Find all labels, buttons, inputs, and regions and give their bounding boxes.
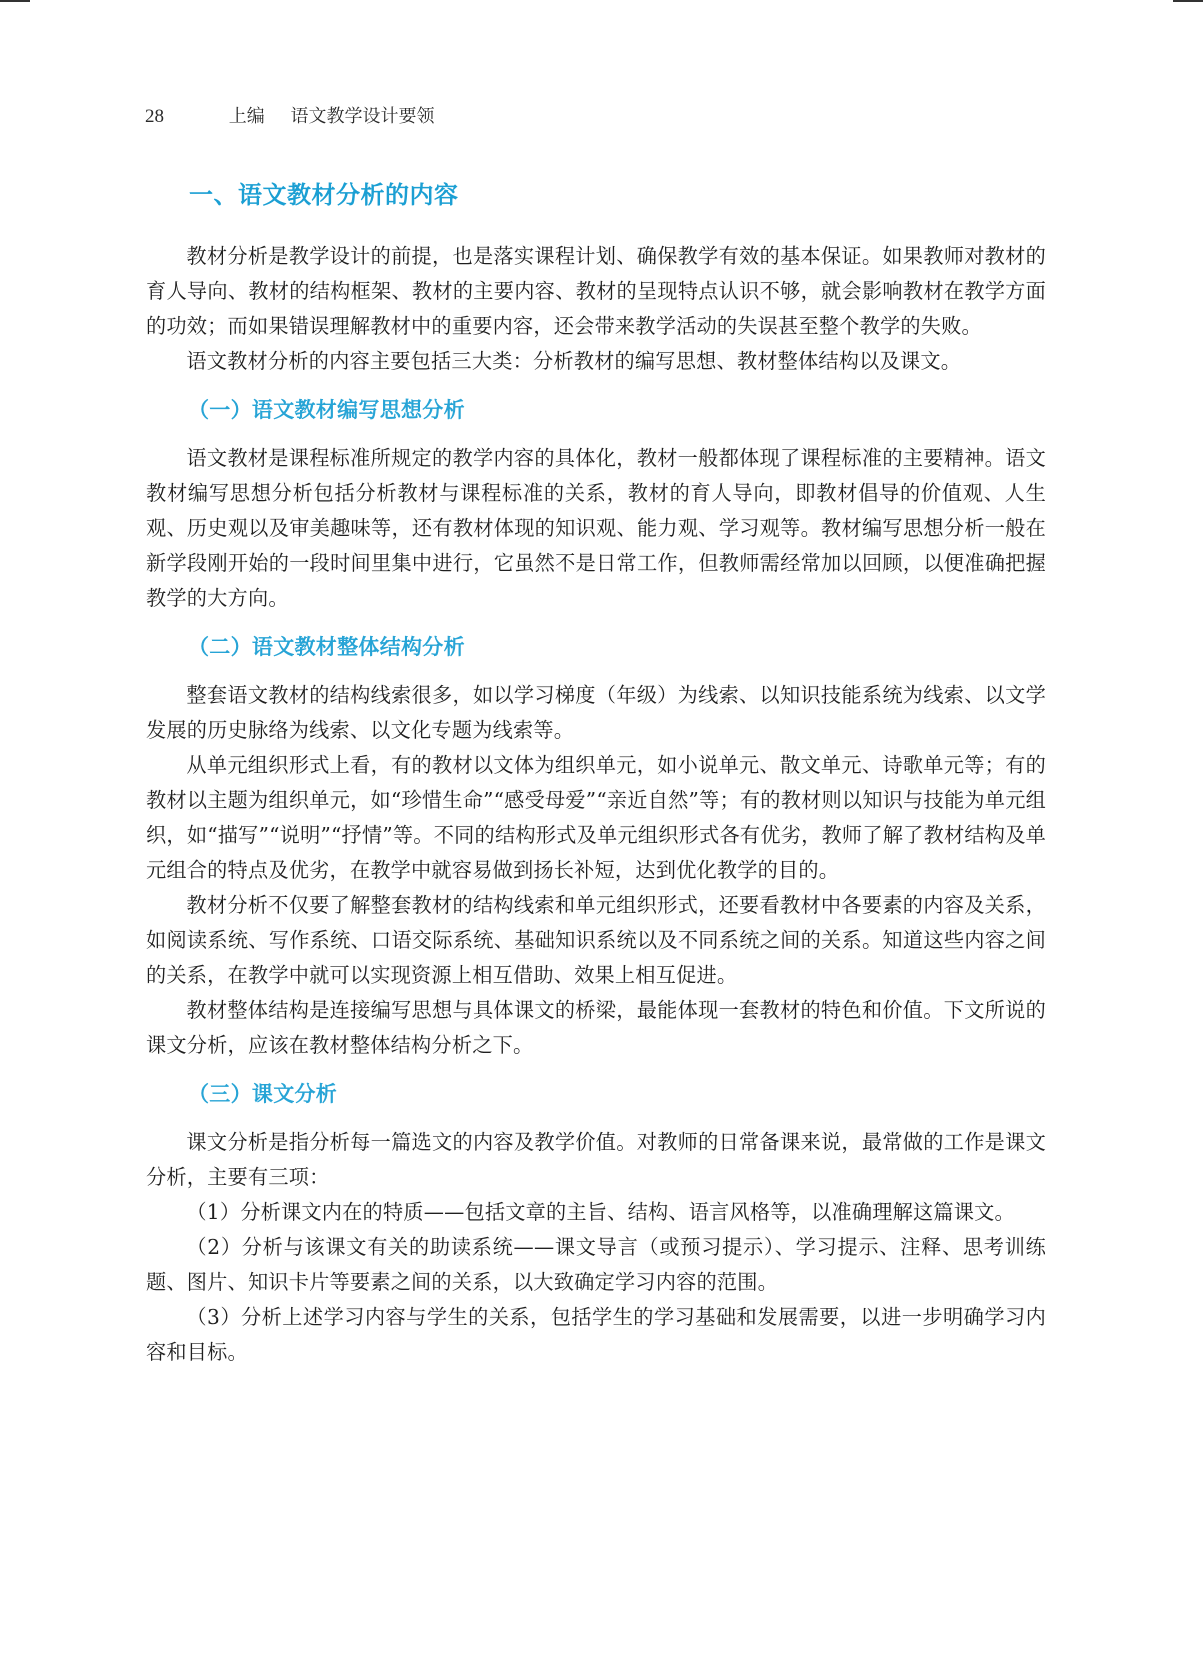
part-label: 上编 bbox=[228, 106, 265, 127]
subsection-title-overall-structure: （二）语文教材整体结构分析 bbox=[188, 634, 465, 659]
running-header bbox=[145, 102, 454, 128]
body-paragraph: 教材整体结构是连接编写思想与具体课文的桥梁，最能体现一套教材的特色和价值。下文所说的课文分析，应该在教材整体结构分析之下。 bbox=[146, 998, 1046, 1057]
body-paragraph: 从单元组织形式上看，有的教材以文体为组织单元，如小说单元、散文单元、诗歌单元等；有的教材以主题为组织单元，如“珍惜生命”“感受母爱”“亲近自然”等；有的教材则以知识与技能为单元组织，如“描写”“说明”“抒情”等。不同的结构形式及单元组织形式各有优劣，教师了解了教材结构及单元组合的特点及优劣，在教学中就容易做到扬长补短，达到优化教学的目的。 bbox=[146, 753, 1046, 882]
subsection-title-text-analysis: （三）课文分析 bbox=[188, 1081, 338, 1106]
list-item: （3）分析上述学习内容与学生的关系，包括学生的学习基础和发展需要，以进一步明确学习内容和目标。 bbox=[146, 1305, 1046, 1364]
page-content bbox=[146, 175, 1046, 1370]
book-section-title: 语文教学设计要领 bbox=[290, 106, 435, 127]
crop-mark-left bbox=[0, 0, 30, 2]
body-paragraph: 课文分析是指分析每一篇选文的内容及教学价值。对教师的日常备课来说，最常做的工作是课文分析，主要有三项： bbox=[146, 1130, 1046, 1189]
subsection-title-writing-thought: （一）语文教材编写思想分析 bbox=[188, 397, 465, 422]
crop-mark-right bbox=[1173, 0, 1203, 2]
page-number: 28 bbox=[145, 106, 164, 127]
intro-paragraph: 教材分析是教学设计的前提，也是落实课程计划、确保教学有效的基本保证。如果教师对教材的育人导向、教材的结构框架、教材的主要内容、教材的呈现特点认识不够，就会影响教材在教学方面的功效；而如果错误理解教材中的重要内容，还会带来教学活动的失误甚至整个教学的失败。 bbox=[146, 244, 1046, 338]
intro-paragraph: 语文教材分析的内容主要包括三大类：分析教材的编写思想、教材整体结构以及课文。 bbox=[186, 349, 962, 373]
list-item: （1）分析课文内在的特质——包括文章的主旨、结构、语言风格等，以准确理解这篇课文。 bbox=[186, 1200, 1015, 1224]
list-item: （2）分析与该课文有关的助读系统——课文导言（或预习提示）、学习提示、注释、思考训练题、图片、知识卡片等要素之间的关系，以大致确定学习内容的范围。 bbox=[146, 1235, 1046, 1294]
body-paragraph: 整套语文教材的结构线索很多，如以学习梯度（年级）为线索、以知识技能系统为线索、以文学发展的历史脉络为线索、以文化专题为线索等。 bbox=[146, 683, 1046, 742]
body-paragraph: 教材分析不仅要了解整套教材的结构线索和单元组织形式，还要看教材中各要素的内容及关系，如阅读系统、写作系统、口语交际系统、基础知识系统以及不同系统之间的关系。知道这些内容之间的关系，在教学中就可以实现资源上相互借助、效果上相互促进。 bbox=[146, 893, 1046, 987]
section-title: 一、语文教材分析的内容 bbox=[189, 180, 459, 209]
body-paragraph: 语文教材是课程标准所规定的教学内容的具体化，教材一般都体现了课程标准的主要精神。语文教材编写思想分析包括分析教材与课程标准的关系，教材的育人导向，即教材倡导的价值观、人生观、历史观以及审美趣味等，还有教材体现的知识观、能力观、学习观等。教材编写思想分析一般在新学段刚开始的一段时间里集中进行，它虽然不是日常工作，但教师需经常加以回顾，以便准确把握教学的大方向。 bbox=[146, 446, 1046, 610]
